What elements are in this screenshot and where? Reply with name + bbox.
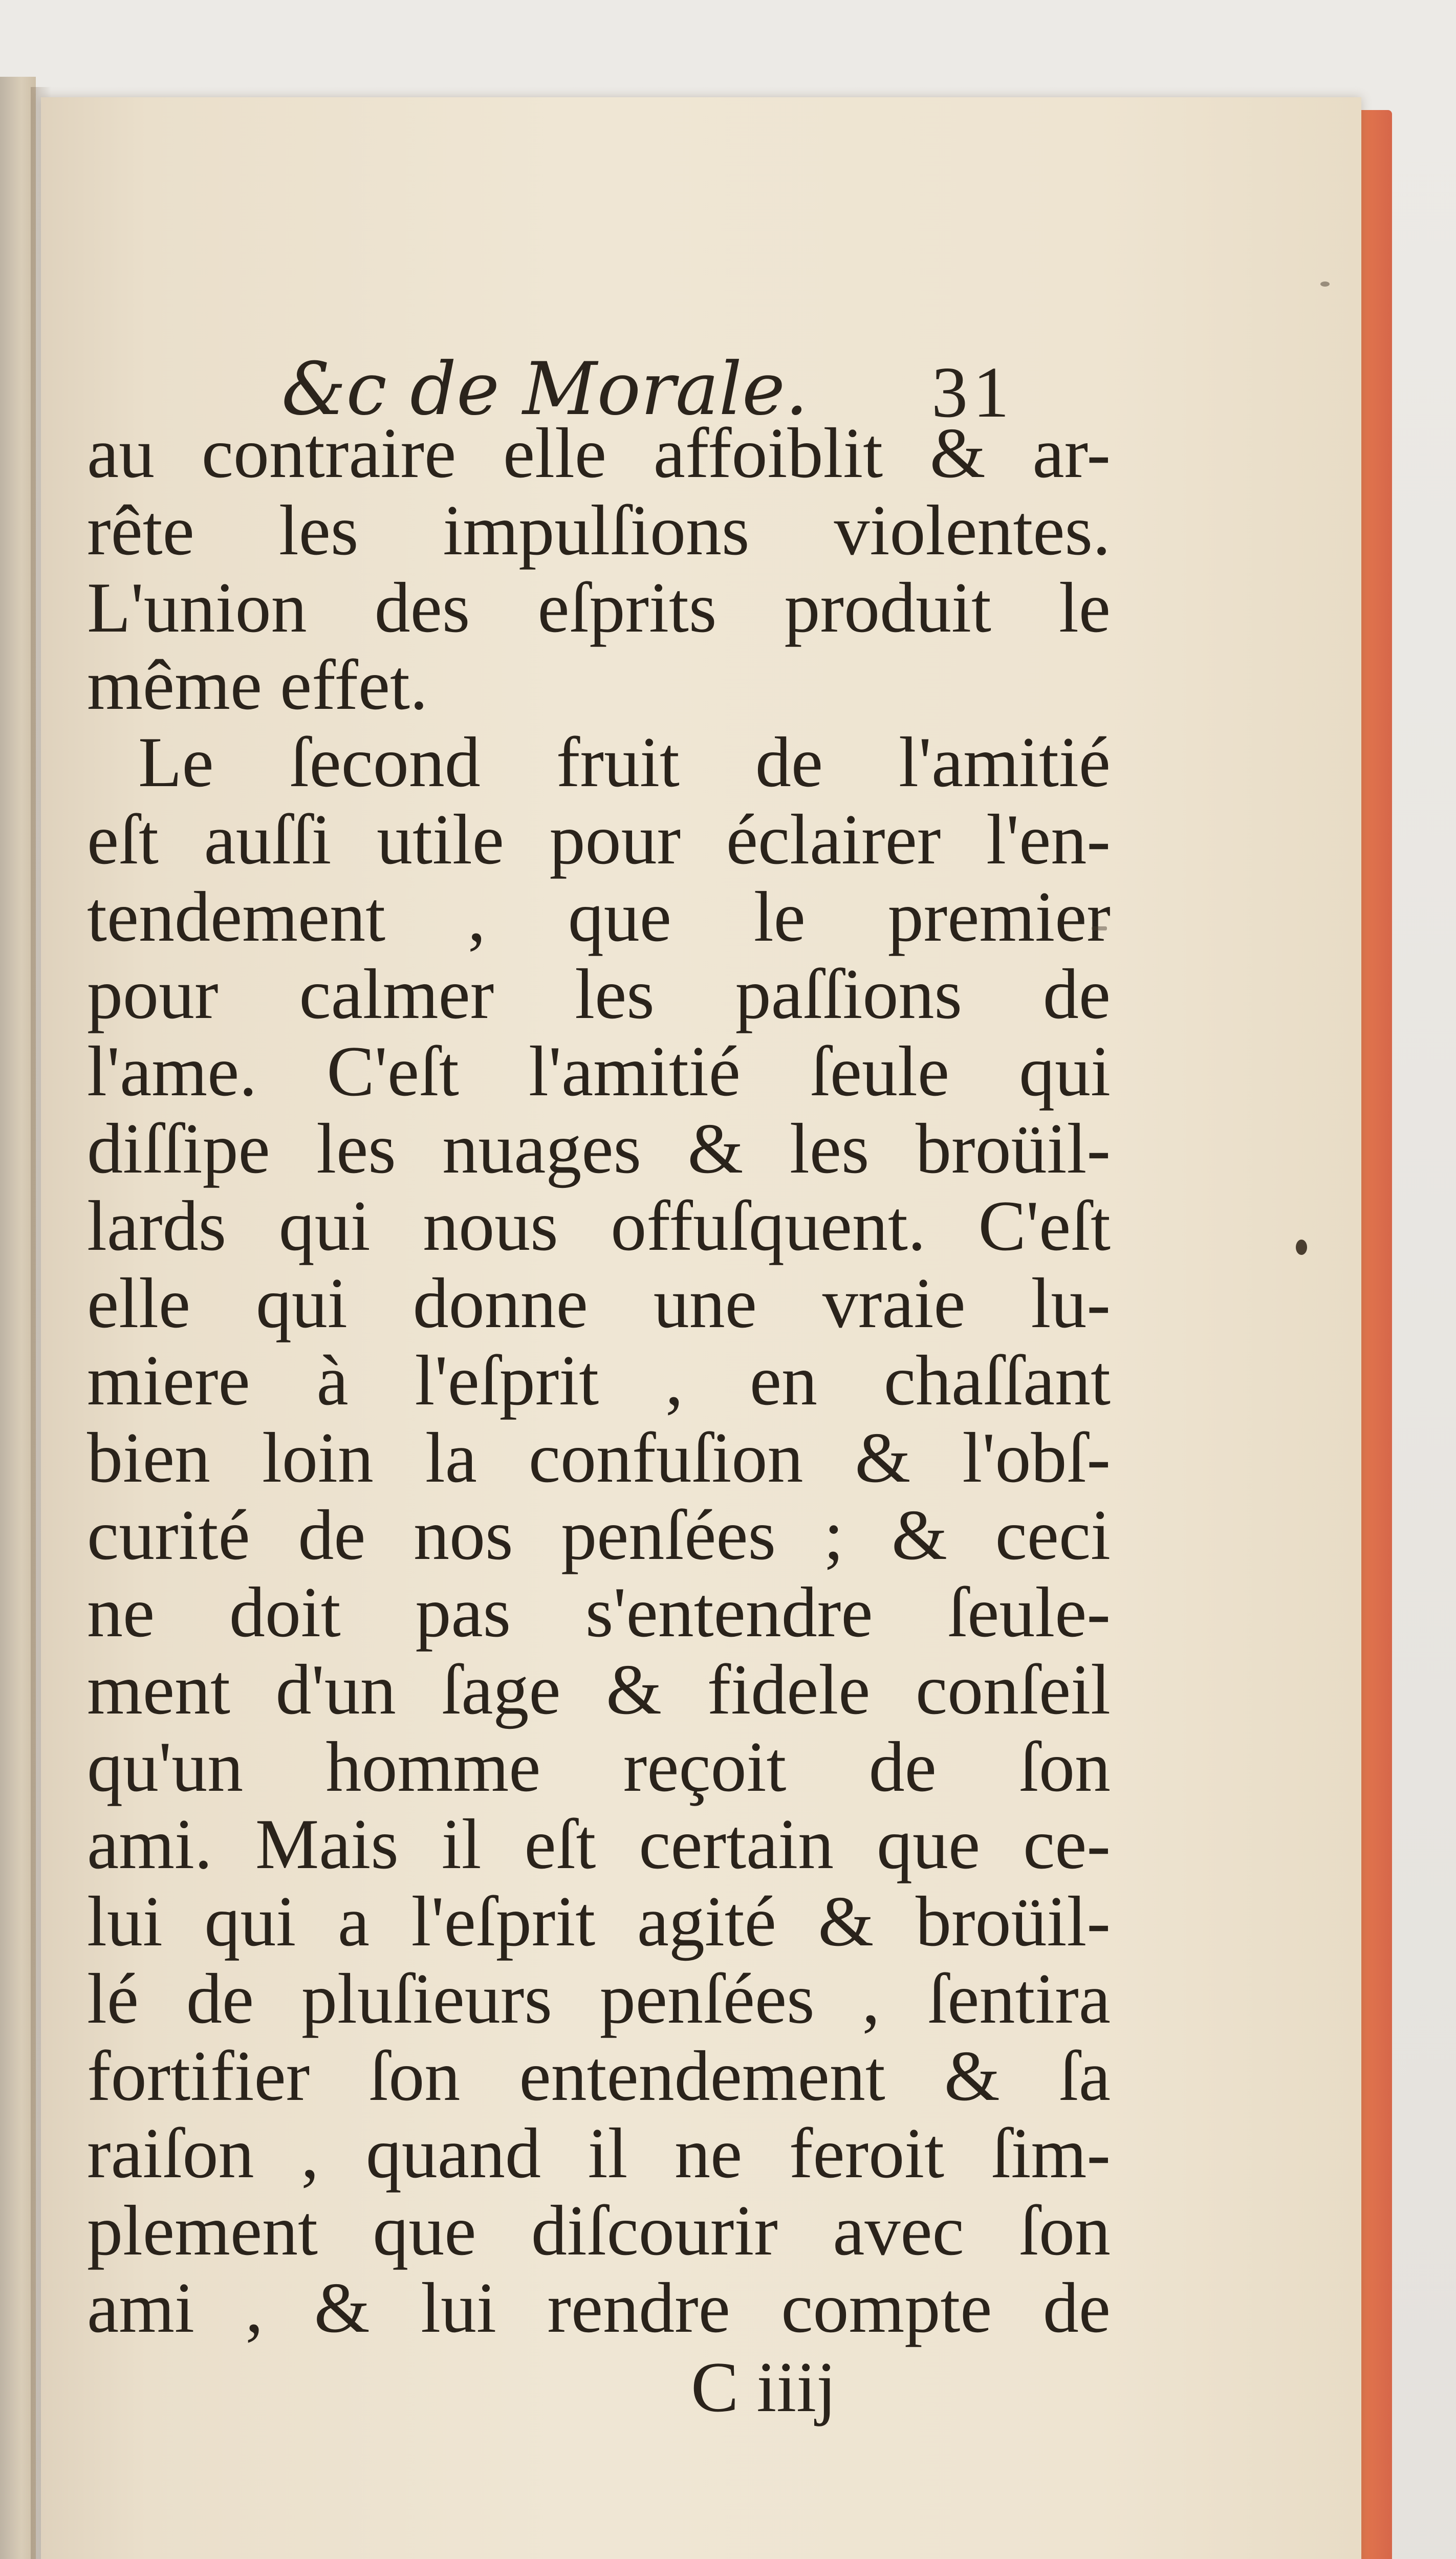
text-line: qu'un homme reçoit de ſon (87, 1727, 1111, 1807)
ink-mark (1320, 281, 1330, 287)
text-line: raiſon , quand il ne feroit ſim- (87, 2114, 1111, 2193)
page-number: 31 (931, 352, 1014, 432)
text-line: lé de pluſieurs penſées , ſentira (87, 1959, 1111, 2038)
text-line: fortifier ſon entendement & ſa (87, 2036, 1111, 2116)
text-line: au contraire elle affoiblit & ar- (87, 414, 1111, 493)
body-text (87, 415, 1111, 2347)
text-line: ment d'un ſage & fidele conſeil (87, 1650, 1111, 1729)
text-line: bien loin la confuſion & l'obſ- (87, 1418, 1111, 1498)
text-line: curité de nos penſées ; & ceci (87, 1495, 1111, 1575)
text-line: lards qui nous offuſquent. C'eſt (87, 1186, 1111, 1266)
text-line: miere à l'eſprit , en chaſſant (87, 1341, 1111, 1420)
text-line: tendement , que le premier (87, 877, 1111, 957)
text-line: ami , & lui rendre compte de (87, 2268, 1111, 2348)
text-line: pour calmer les paſſions de (87, 955, 1111, 1034)
text-line: eſt auſſi utile pour éclairer l'en- (87, 800, 1111, 879)
running-head: &c de Morale. (281, 347, 809, 431)
book-page (41, 97, 1361, 2559)
ink-mark (1092, 926, 1107, 930)
page-header (41, 276, 1361, 430)
text-line: ami. Mais il eſt certain que ce- (87, 1805, 1111, 1884)
text-line: elle qui donne une vraie lu- (87, 1264, 1111, 1343)
text-line: diſſipe les nuages & les broüil- (87, 1109, 1111, 1188)
text-line: ne doit pas s'entendre ſeule- (87, 1573, 1111, 1652)
text-line: l'ame. C'eſt l'amitié ſeule qui (87, 1032, 1111, 1111)
text-line: lui qui a l'eſprit agité & broüil- (87, 1882, 1111, 1961)
paragraph-start-line: Le ſecond fruit de l'amitié (138, 723, 1111, 802)
text-line: rête les impulſions violentes. (87, 491, 1111, 570)
ink-spot (1296, 1240, 1307, 1255)
text-line: L'union des eſprits produit le (87, 568, 1111, 647)
text-line: plement que diſcourir avec ſon (87, 2191, 1111, 2270)
text-line: même effet. (87, 645, 428, 725)
signature-mark: C iiij (691, 2348, 836, 2427)
